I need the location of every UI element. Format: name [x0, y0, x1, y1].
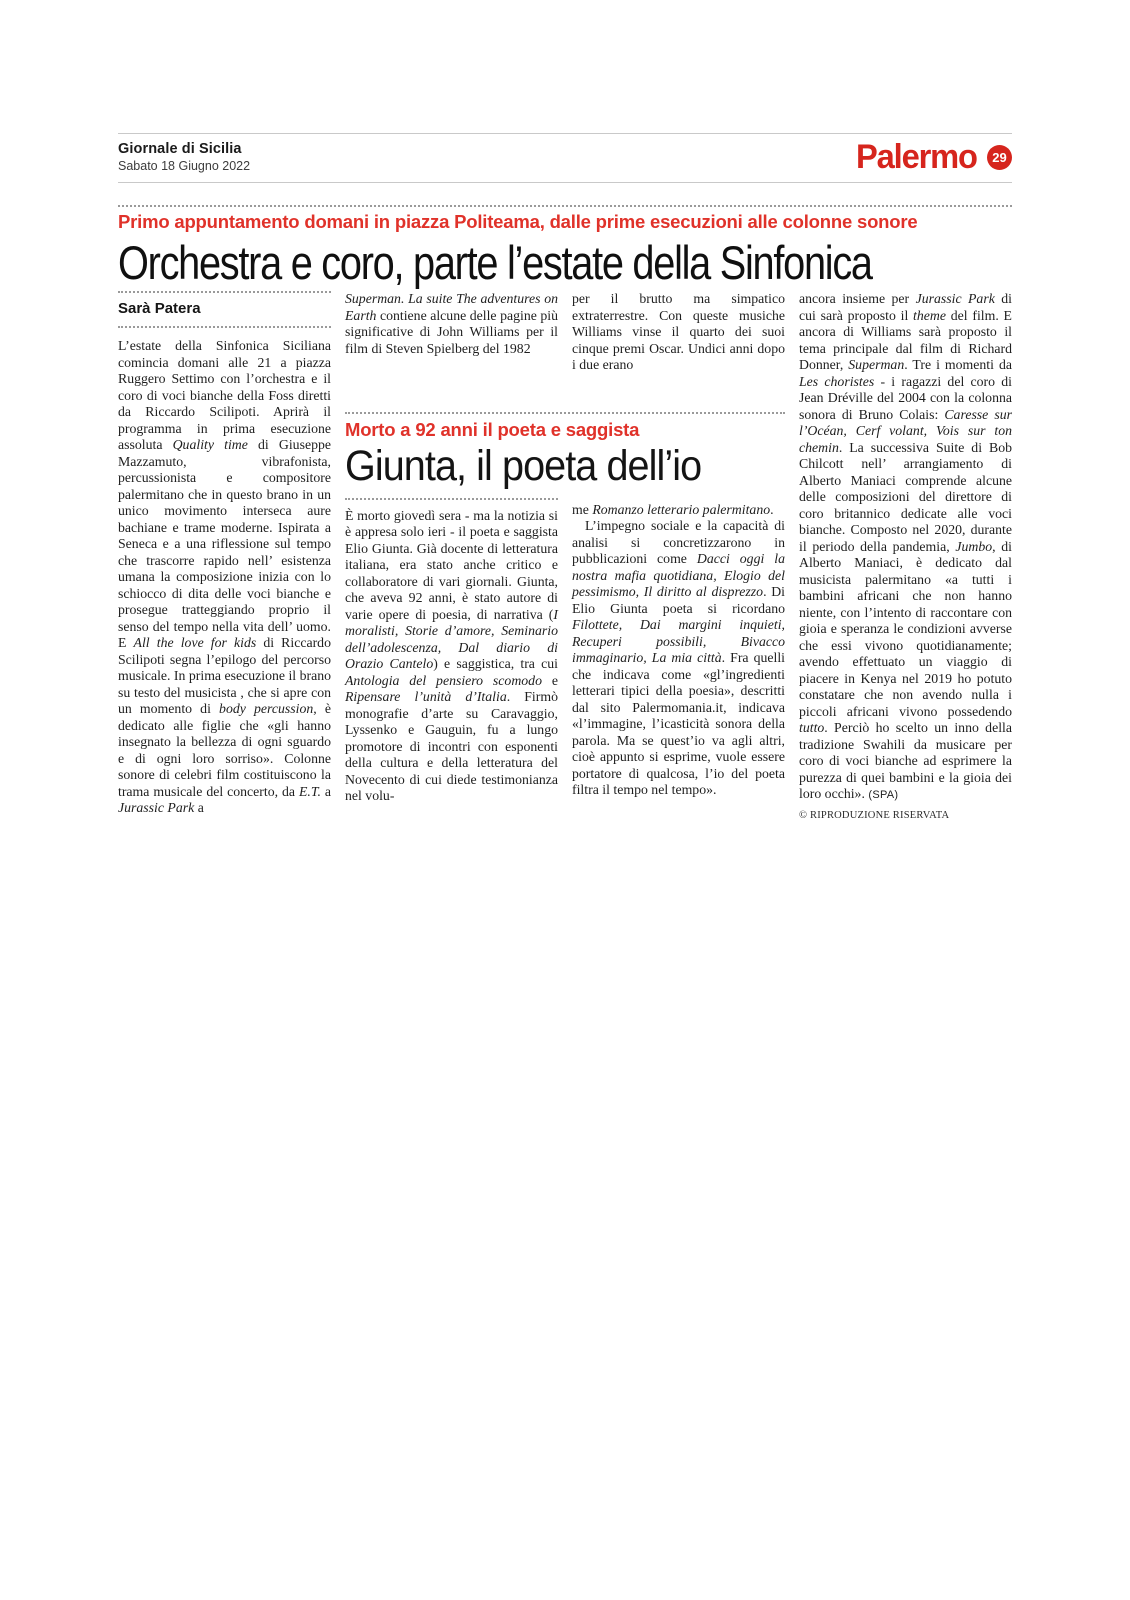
dotted-divider: [345, 498, 558, 500]
edition-date: Sabato 18 Giugno 2022: [118, 159, 251, 173]
article1-text-col1: L’estate della Sinfonica Siciliana comincia domani alle 21 a piazza Ruggero Settimo con l’orchestra e il coro di voci bianche della Foss diretti da Riccardo Scilipoti. Aprirà il programma in prima esecuzione assoluta Quality time di Giuseppe Mazzamuto, vibrafonista, percussionista e compositore palermitano che in questo brano in un unico movimento interseca aure bachiane e trame moderne. Ispirata a Seneca e a una riflessione sul tempo che trascorre rapido nell’ esistenza umana la composizione inizia con lo schiocco di dita delle voci bianche e prosegue tratteggiando proprio il senso del tempo nella vita dell’ uomo. E All the love for kids di Riccardo Scilipoti segna l’epilogo del percorso musicale. In prima esecuzione il brano su testo del musicista , che si apre con un momento di body percussion, è dedicato alle figlie che «gli hanno insegnato la bellezza di ogni sguardo e di ogni loro sorriso». Colonne sonore di celebri film costituiscono la trama musicale del concerto, da E.T. a Jurassic Park a: [118, 338, 332, 815]
article2-column-b: [572, 490, 785, 805]
article1-kicker: Primo appuntamento domani in piazza Politeama, dalle prime esecuzioni alle colonne sonore: [118, 211, 918, 232]
article-sinfonica: [118, 205, 1012, 821]
page-content: [118, 133, 1012, 821]
article1-text-col4: ancora insieme per Jurassic Park di cui sarà proposto il theme del film. E ancora di Williams sarà proposto il tema principale dal film di Richard Donner, Superman. Tre i momenti da Les choristes - i ragazzi del coro di Jean Dréville del 2004 con la colonna sonora di Bruno Colais: Caresse sur l’Océan, Cerf volant, Vois sur ton chemin. La successiva Suite di Bob Chilcott nell’ arrangiamento di Alberto Maniaci comprende alcune delle composizioni del direttore di coro britannico dedicate alle voci bianche. Composto nel 2020, durante il periodo della pandemia, Jumbo, di Alberto Maniaci, è dedicato dal musicista palermitano «a tutti i bambini africani che non hanno niente, con l’intento di raccontare con gioia e speranza le condizioni avverse che essi vivono quotidianamente; avendo effettuato un viaggio di piacere in Kenya nel 2019 ho potuto constatare che non avendo nulla i piccoli africani vivono possedendo tutto. Perciò ho scelto un inno della tradizione Swahili da musicare per coro di voci bianche ad esprimere la purezza di quei bambini e la gioia dei loro occhi». (SPA): [799, 291, 1013, 801]
article2-text-col2b: L’impegno sociale e la capacità di analisi si concretizzarono in pubblicazioni come Dacci oggi la nostra mafia quotidiana, Elogio del pessimismo, Il diritto al disprezzo. Di Elio Giunta poeta si ricordano Filottete, Dai margini inquieti, Recuperi possibili, Bivacco immaginario, La mia città. Fra quelli che indicava come «gl’ingredienti letterari tipici della poesia», descritti dal sito Palermomania.it, indicava «l’immagine, l’icasticità sonora della parola. Ma se quest’io va agli altri, cioè appunto si esprime, vuole essere portatore di qualcosa, l’io del poeta filtra il tempo nel tempo».: [572, 518, 785, 797]
column-4: [799, 291, 1012, 821]
article1-text-col2: Superman. La suite The adventures on Earth contiene alcune delle pagine più significative di John Williams per il film di Steven Spielberg del 1982: [345, 291, 558, 356]
article-columns: [118, 291, 1012, 821]
byline-block: [118, 291, 331, 328]
article2-headline: Giunta, il poeta dell’io: [345, 441, 702, 490]
copyright-notice: © RIPRODUZIONE RISERVATA: [799, 809, 950, 821]
article2-text-col1: È morto giovedì sera - ma la notizia si è appresa solo ieri - il poeta e saggista Elio Giunta. Già docente di letteratura italiana, era stato anche critico e collaboratore di vari giornali. Giunta, che aveva 92 anni, è stato autore di varie opere di poesia, di narrativa (I moralisti, Storie d’amore, Seminario dell’adolescenza, Dal diario di Orazio Cantelo) e saggistica, tra cui Antologia del pensiero scomodo e Ripensare l’unità d’Italia. Firmò monografie d’arte su Caravaggio, Lyssenko e Gauguin, fu a lungo promotore di incontri con esponenti della cultura e della letteratura del Novecento di cui diede testimonianza nel volu-: [345, 507, 558, 803]
masthead-left: [118, 141, 250, 173]
article2-kicker: Morto a 92 anni il poeta e saggista: [345, 418, 640, 440]
page-number-badge: 29: [987, 145, 1012, 170]
article2-body-row: [345, 490, 785, 805]
publication-name: Giornale di Sicilia: [118, 141, 242, 157]
article2-column-a: [345, 490, 558, 805]
dotted-divider: [345, 412, 785, 414]
article1-headline: Orchestra e coro, parte l’estate della Sinfonica: [118, 236, 872, 289]
masthead-right: [851, 138, 1012, 177]
article1-continuation-row: [345, 291, 785, 374]
byline: Sarà Patera: [118, 300, 201, 317]
article2-text-col2a: me Romanzo letterario palermitano.: [572, 501, 774, 517]
dotted-divider: [118, 205, 1012, 207]
columns-2-3: [345, 291, 785, 821]
article-giunta: [345, 412, 785, 805]
column-1: [118, 291, 331, 821]
article1-text-col3: per il brutto ma simpatico extraterrestre. Con queste musiche Williams vinse il quarto dei suoi cinque premi Oscar. Undici anni dopo i due erano: [572, 291, 785, 372]
section-title: Palermo: [856, 137, 977, 176]
masthead: [118, 133, 1012, 183]
